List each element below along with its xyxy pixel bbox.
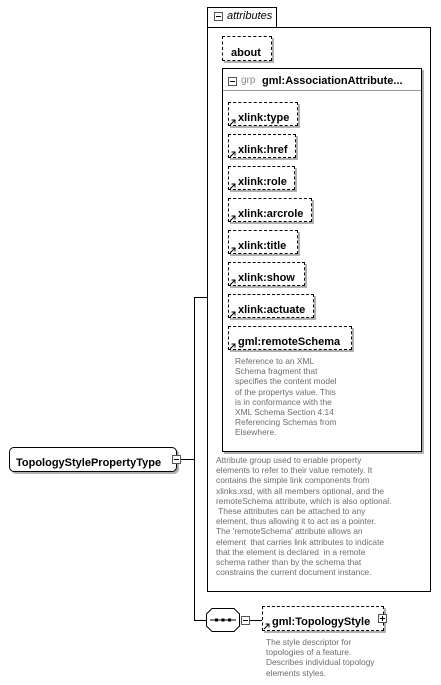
attribute-xlink-actuate[interactable]	[228, 294, 314, 318]
association-header-divider	[223, 90, 421, 91]
attributes-label: attributes	[227, 10, 273, 22]
association-group-prefix: grp	[241, 75, 256, 86]
root-type-label: TopologyStylePropertyType	[16, 457, 162, 469]
connector-attributes	[194, 297, 207, 298]
reference-arrow-icon	[229, 215, 236, 222]
plus-box-icon[interactable]	[378, 614, 387, 623]
attribute-gml-remoteschema[interactable]	[228, 326, 352, 350]
root-collapse-icon[interactable]	[172, 455, 181, 464]
sequence-collapse-icon[interactable]	[241, 616, 250, 625]
attribute-label: xlink:actuate	[238, 304, 306, 316]
attribute-label: xlink:role	[238, 176, 287, 188]
reference-arrow-icon	[229, 183, 236, 190]
attribute-label: xlink:title	[238, 240, 287, 252]
attribute-xlink-show[interactable]	[228, 262, 305, 286]
connector-root	[181, 459, 195, 460]
connector-element	[250, 620, 262, 621]
attribute-xlink-href[interactable]	[228, 134, 296, 158]
connector-vertical	[194, 297, 195, 621]
attribute-xlink-title[interactable]	[228, 230, 298, 254]
remote-schema-documentation: Reference to an XML Schema fragment that specifies the content model of the propertys value. This is in conformance with the XML Schema Section 4.14 Referencing Schemas from Elsewhere.	[235, 356, 337, 438]
attribute-label: xlink:type	[238, 112, 290, 124]
sequence-compositor-icon[interactable]	[205, 607, 241, 633]
reference-arrow-icon	[229, 343, 236, 350]
topology-style-label: gml:TopologyStyle	[272, 616, 371, 628]
attribute-label: xlink:show	[238, 272, 295, 284]
attribute-xlink-type[interactable]	[228, 102, 298, 126]
topology-style-element[interactable]	[262, 606, 384, 631]
attribute-xlink-arcrole[interactable]	[228, 198, 312, 222]
topology-style-documentation: The style descriptor for topologies of a feature. Describes individual topology elements styles.	[266, 637, 375, 678]
attribute-xlink-role[interactable]	[228, 166, 295, 190]
about-attribute[interactable]	[222, 36, 272, 61]
reference-arrow-icon	[229, 279, 236, 286]
reference-arrow-icon	[263, 623, 270, 630]
association-collapse-icon[interactable]	[228, 77, 237, 86]
root-type-box[interactable]	[9, 447, 177, 472]
reference-arrow-icon	[229, 247, 236, 254]
reference-arrow-icon	[229, 151, 236, 158]
reference-arrow-icon	[229, 119, 236, 126]
attribute-label: gml:remoteSchema	[238, 336, 341, 348]
association-group-label: gml:AssociationAttribute...	[262, 75, 403, 87]
association-group-documentation: Attribute group used to enable property elements to refer to their value remotely. It contains the simple link components from xlinks.xsd, with all members optional, and the remoteSchema attribute, which is also optional. These attributes can be attached to any element, thus allowing it to act as a pointer. The 'remoteSchema' attribute allows an element that carries link attributes to indicate that the element is declared in a remote schema rather than by the schema that constrains the current document instance.	[216, 455, 392, 578]
attribute-label: xlink:arcrole	[238, 208, 304, 220]
attributes-collapse-icon[interactable]	[214, 12, 223, 21]
attribute-label: xlink:href	[238, 144, 288, 156]
reference-arrow-icon	[229, 311, 236, 318]
about-label: about	[231, 47, 261, 59]
